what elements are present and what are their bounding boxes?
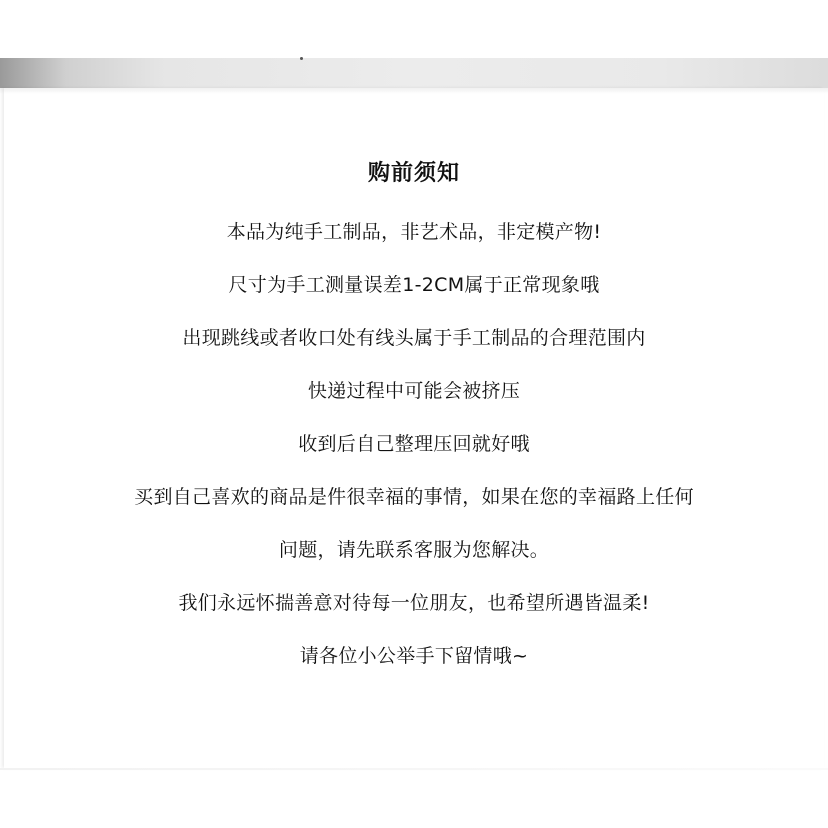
notice-title: 购前须知 [367,161,460,186]
band-shadow [0,88,828,94]
band-dot [300,57,303,60]
notice-line-3: 出现跳线或者收口处有线头属于手工制品的合理范围内 [182,327,646,349]
notice-line-4: 快递过程中可能会被挤压 [307,380,521,402]
notice-line-7: 问题，请先联系客服为您解决。 [278,539,550,561]
notice-line-8: 我们永远怀揣善意对待每一位朋友，也希望所遇皆温柔! [178,592,650,614]
card-bottom-edge [0,768,828,770]
notice-line-6: 买到自己喜欢的商品是件很幸福的事情，如果在您的幸福路上任何 [134,486,694,508]
notice-line-9: 请各位小公举手下留情哦~ [299,645,529,667]
top-shadow-band [0,58,828,88]
notice-line-5: 收到后自己整理压回就好哦 [298,433,530,455]
notice-line-2: 尺寸为手工测量误差1-2CM属于正常现象哦 [228,274,600,296]
notice-line-1: 本品为纯手工制品，非艺术品，非定模产物! [226,221,602,243]
